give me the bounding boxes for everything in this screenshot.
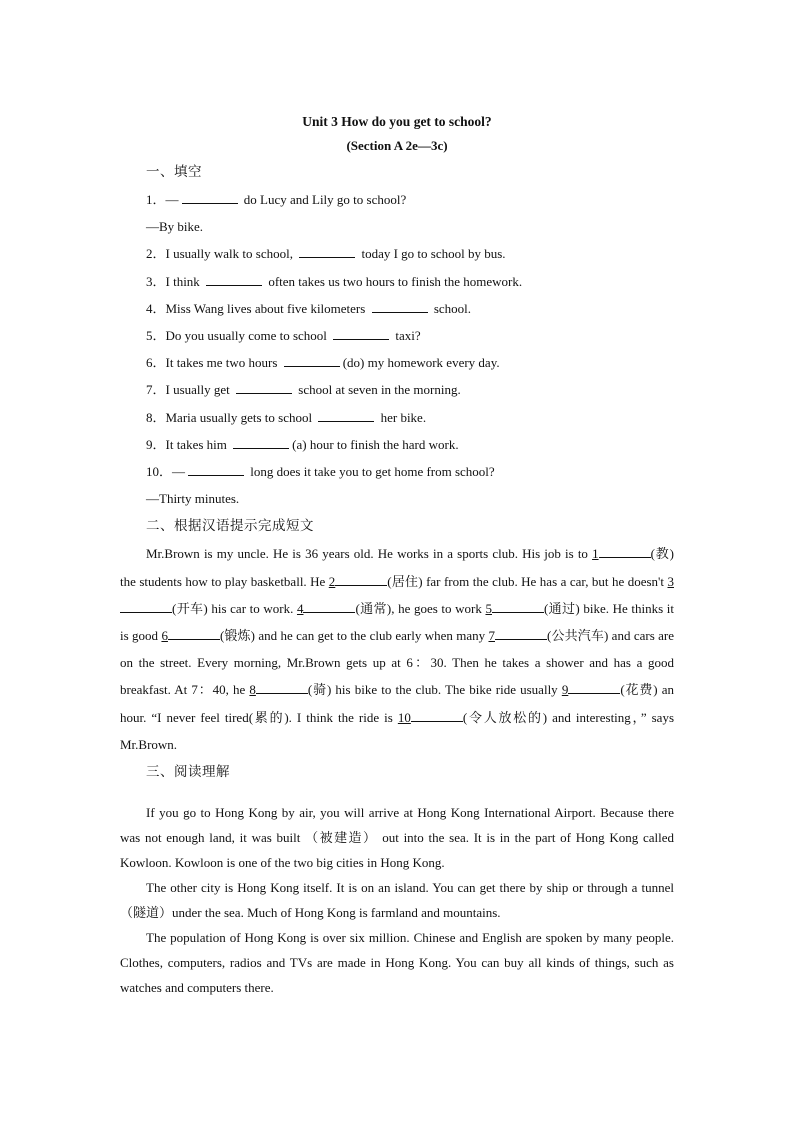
- blank-number: 7: [488, 628, 495, 644]
- passage-text: bike. He thinks it is good: [120, 600, 675, 644]
- answer-blank[interactable]: [372, 299, 428, 313]
- question-line: [146, 240, 674, 267]
- passage-text: Mr.Brown is my uncle. He is 36 years old. He works in a sports club. His job is to: [146, 546, 593, 562]
- passage-text: and cars are on the street. Every morning, Mr.Brown gets up at 6：30. Then he takes a shower and has a good breakfast. At 7：40, he: [120, 628, 674, 698]
- passage-text: his car to work.: [207, 600, 297, 616]
- chinese-hint: (通常): [355, 600, 392, 616]
- blank-line[interactable]: [256, 680, 308, 694]
- question-text-pre: 10．—: [146, 464, 186, 480]
- question-line: [146, 458, 674, 485]
- answer-blank[interactable]: [318, 408, 374, 422]
- question-line: [146, 431, 674, 458]
- blank-line[interactable]: [599, 544, 651, 558]
- reading-passage: [120, 800, 674, 1000]
- question-text-post: often takes us two hours to finish the homework.: [265, 273, 523, 289]
- chinese-hint: (公共汽车): [547, 628, 609, 644]
- fill-blank-list: [120, 186, 674, 512]
- passage-text: and he can get to the club early when many: [254, 628, 489, 644]
- numbered-blank[interactable]: [329, 574, 423, 589]
- blank-number: 1: [592, 546, 599, 562]
- question-text-pre: 8．Maria usually gets to school: [146, 409, 316, 425]
- reading-paragraph: The other city is Hong Kong itself. It is on an island. You can get there by ship or through a tunnel（隧道）under the sea. Much of Hong Kong is farmland and mountains.: [120, 880, 674, 921]
- blank-number: 10: [397, 709, 411, 725]
- question-line: [146, 322, 674, 349]
- question-text-post: do Lucy and Lily go to school?: [240, 192, 407, 207]
- blank-line[interactable]: [492, 599, 544, 613]
- numbered-blank[interactable]: [489, 628, 609, 643]
- question-line: [146, 376, 674, 403]
- numbered-blank[interactable]: [398, 710, 547, 725]
- chinese-hint: (令人放松的): [462, 709, 548, 725]
- blank-number: 4: [296, 600, 304, 616]
- answer-blank[interactable]: [333, 326, 389, 340]
- answer-blank[interactable]: [233, 435, 289, 449]
- page-subtitle: (Section A 2e—3c): [346, 138, 448, 153]
- blank-number: 8: [249, 682, 256, 698]
- question-line: [146, 295, 674, 322]
- section3-heading: 三、阅读理解: [146, 764, 230, 781]
- question-text-pre: 5．Do you usually come to school: [146, 328, 331, 344]
- passage-text: the students how to play basketball. He: [120, 573, 329, 589]
- question-text-post: today I go to school by bus.: [358, 246, 506, 262]
- answer-blank[interactable]: [299, 244, 355, 258]
- question-text-pre: 7．I usually get: [146, 382, 234, 398]
- worksheet-content: [120, 110, 674, 1000]
- answer-blank[interactable]: [182, 190, 238, 204]
- passage-text: and interesting，” says Mr.Brown.: [120, 709, 674, 752]
- numbered-blank[interactable]: [562, 682, 658, 697]
- answer-blank[interactable]: [284, 353, 340, 367]
- question-text-post: school.: [430, 300, 472, 316]
- numbered-blank[interactable]: [592, 546, 674, 561]
- blank-line[interactable]: [120, 599, 172, 613]
- answer-blank[interactable]: [206, 272, 262, 286]
- question-text-pre: 4．Miss Wang lives about five kilometers: [146, 300, 369, 316]
- question-text-post: school at seven in the morning.: [295, 382, 461, 398]
- chinese-hint: (花费): [620, 682, 658, 698]
- blank-line[interactable]: [495, 626, 547, 640]
- numbered-blank[interactable]: [161, 628, 255, 643]
- chinese-hint: (开车): [172, 600, 208, 616]
- chinese-hint: (教): [650, 546, 674, 562]
- numbered-blank[interactable]: [249, 682, 331, 697]
- passage-text: , he goes to work: [391, 600, 486, 616]
- question-line: [146, 268, 674, 295]
- question-line: [146, 213, 674, 240]
- question-text-post: her bike.: [377, 409, 427, 425]
- question-text-post: taxi?: [392, 328, 421, 344]
- chinese-hint: (居住): [387, 573, 423, 589]
- cloze-passage: [120, 540, 674, 758]
- question-line: [146, 404, 674, 431]
- passage-text: far from the club. He has a car, but he doesn't: [422, 573, 668, 589]
- answer-blank[interactable]: [236, 380, 292, 394]
- question-text-pre: —Thirty minutes.: [146, 491, 240, 507]
- question-text-pre: 2．I usually walk to school,: [146, 246, 297, 262]
- section2-heading: 二、根据汉语提示完成短文: [146, 518, 314, 535]
- numbered-blank[interactable]: [485, 601, 579, 616]
- blank-number: 3: [667, 573, 674, 589]
- reading-paragraph: If you go to Hong Kong by air, you will arrive at Hong Kong International Airport. Because there was not enough land, it was built （被建造） out into the sea. It is in the part of Hong Kong called Kowloon. Kowloon is one of the two big cities in Hong Kong.: [120, 805, 674, 871]
- question-text-pre: 3．I think: [146, 273, 204, 289]
- blank-number: 9: [561, 682, 569, 698]
- passage-text: his bike to the club. The bike ride usually: [331, 682, 562, 698]
- page-title: Unit 3 How do you get to school?: [302, 114, 492, 129]
- numbered-blank[interactable]: [297, 601, 391, 616]
- chinese-hint: (锻炼): [219, 628, 255, 644]
- question-line: [146, 186, 674, 213]
- question-text-post: long does it take you to get home from school?: [247, 464, 495, 480]
- chinese-hint: (骑): [307, 682, 332, 698]
- blank-number: 6: [161, 628, 168, 644]
- question-text-post: (a) hour to finish the hard work.: [292, 436, 459, 452]
- question-text-pre: 1．—: [146, 192, 179, 207]
- question-text-pre: —By bike.: [146, 219, 204, 235]
- reading-paragraph: The population of Hong Kong is over six million. Chinese and English are spoken by many people. Clothes, computers, radios and TVs are made in Hong Kong. You can buy all kinds of things, such as watches and computers there.: [120, 930, 674, 996]
- blank-number: 2: [328, 573, 336, 589]
- question-text-pre: 6．It takes me two hours: [146, 355, 281, 371]
- question-text-pre: 9．It takes him: [146, 436, 231, 452]
- blank-number: 5: [485, 600, 492, 616]
- section1-heading: 一、填空: [146, 164, 202, 180]
- question-line: [146, 349, 674, 376]
- chinese-hint: (通过): [543, 600, 580, 616]
- blank-line[interactable]: [568, 680, 620, 694]
- blank-line[interactable]: [411, 708, 463, 722]
- section-spacer: [120, 786, 674, 800]
- blank-line[interactable]: [303, 599, 355, 613]
- blank-line[interactable]: [335, 572, 387, 586]
- question-text-post: (do) my homework every day.: [342, 355, 500, 371]
- blank-line[interactable]: [168, 626, 220, 640]
- question-line: [146, 485, 674, 512]
- answer-blank[interactable]: [188, 462, 244, 476]
- passage-text: an hour. “I never feel tired(累的). I think the ride is: [120, 682, 674, 725]
